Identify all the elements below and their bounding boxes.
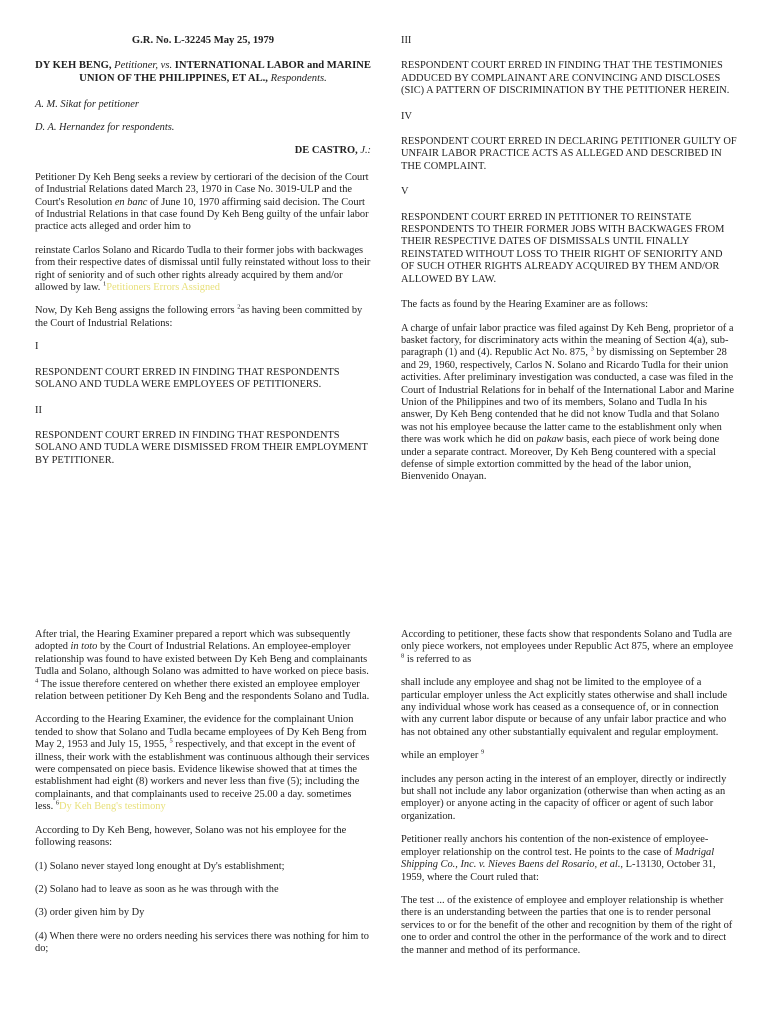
column-2 bbox=[401, 35, 737, 495]
paragraph-facts: A charge of unfair labor practice was filed against Dy Keh Beng, proprietor of a basket factory, for discriminatory acts within the meaning of Section 4(a), sub-paragraph (1) and (4). Republic Act No. 875, $^3$ by dismissing on September 28 and 29, 1960, respectively, Carlos N. Solano and Ricardo Tudla for their union activities. After preliminary investigation was conducted, a case was filed in the Court of Industrial Relations for in behalf of the International Labor and Marine Union of the Philippines and two of its members, Solano and Tudla In his answer, Dy Keh Beng contended that he did not know Tudla and that Solano was not his employee because the latter came to the establishment only when there was work which he did on pakaw basis, each piece of work being done under a separate contract. Moreover, Dy Keh Beng countered with a special defense of simple extortion committed by the head of the labor union, Bienvenido Onayan. bbox=[401, 322, 734, 483]
column-4 bbox=[401, 629, 737, 968]
footnote-ref[interactable]: 4 bbox=[35, 677, 39, 685]
error-text: RESPONDENT COURT ERRED IN FINDING THAT THE TESTIMONIES ADDUCED BY COMPLAINANT ARE CONVINCING AND DISCLOSES (SIC) A PATTERN OF DISCRIMINATION BY THE PETITIONER HEREIN. bbox=[401, 60, 730, 97]
paragraph-reinstate: reinstate Carlos Solano and Ricardo Tudla to their former jobs with backwages from their respective dates of dismissal until fully reinstated without loss to their right of seniority and of such other rights already acquired by them and/or allowed by law. $^1$Petitioners Errors Assigned bbox=[35, 244, 371, 294]
petitioner-name: DY KEH BENG, bbox=[35, 60, 112, 72]
paragraph-trial: After trial, the Hearing Examiner prepared a report which was subsequently adopted in toto by the Court of Industrial Relations. An employee-employer relationship was found to have existed between Dy Keh Beng and complainants Tudla and Solano, although Solano was admitted to have worked on piece basis. $^4$ The issue therefore centered on whether there existed an employee employer relation between petitioner Dy Keh Beng and the respondents Solano and Tudla. bbox=[35, 629, 370, 703]
counsel-respondents: D. A. Hernandez for respondents. bbox=[35, 122, 175, 133]
paragraph-piece-workers: According to petitioner, these facts show that respondents Solano and Tudla are only piece workers, not employees under Republic Act 875, where an employee $^8$ is referred to as bbox=[401, 629, 734, 665]
footnote-ref[interactable]: 1 bbox=[103, 280, 107, 288]
petitioner-role: Petitioner, bbox=[114, 60, 158, 72]
error-number: II bbox=[35, 404, 42, 416]
respondent-role: Respondents. bbox=[270, 73, 327, 84]
error-text: RESPONDENT COURT ERRED IN FINDING THAT RESPONDENTS SOLANO AND TUDLA WERE EMPLOYEES OF PETITIONERS. bbox=[35, 366, 340, 391]
versus: vs. bbox=[160, 60, 173, 72]
footnote-link[interactable]: Petitioners Errors Assigned bbox=[106, 282, 220, 294]
footnote-ref[interactable]: 8 bbox=[401, 652, 405, 660]
footnote-link[interactable]: Dy Keh Beng's testimony bbox=[59, 801, 166, 813]
paragraph-evidence: According to the Hearing Examiner, the evidence for the complainant Union tended to show that Solano and Tudla became employees of Dy Keh Beng from May 2, 1953 and July 15, 1955, $^5$ respectively, and that except in the event of illness, their work with the establishment was continuous although their services were compensated on piece basis. Evidence likewise showed that at times the establishment had eight (8) workers and never less than five (5); including the complainants, and that complainants used to receive 25.00 a day. sometimes less. $^6$Dy Keh Beng's testimony bbox=[35, 714, 370, 813]
error-number: IV bbox=[401, 110, 412, 122]
ponente bbox=[35, 145, 371, 157]
footnote-ref[interactable]: 6 bbox=[55, 799, 60, 807]
ponente-title: J.: bbox=[360, 145, 371, 157]
case-title: G.R. No. L-32245 May 25, 1979 bbox=[131, 35, 275, 46]
footnote-ref[interactable]: 2 bbox=[237, 304, 241, 311]
quote-test: The test ... of the existence of employee and employer relationship is whether there is an understanding between the parties that one is to render personal services to or for the benefit of the other and recognition by them of the right of one to order and control the other in the performance of the work and to direct the manner and method of its performance. bbox=[401, 894, 733, 956]
paragraph-control-test: Petitioner really anchors his contention of the non-existence of employee-employer relationship on the control test. He points to the case of Madrigal Shipping Co., Inc. v. Nieves Baens del Rosario, et al., L-13130, October 31, 1959, where the Court ruled that: bbox=[401, 834, 716, 883]
error-number: V bbox=[401, 186, 409, 198]
reason-item: (4) When there were no orders needing his services there was nothing for him to do; bbox=[35, 930, 369, 955]
error-number: I bbox=[35, 341, 39, 353]
paragraph-reasons: According to Dy Keh Beng, however, Solano was not his employee for the following reasons: bbox=[35, 824, 347, 849]
column-1 bbox=[35, 35, 371, 480]
error-text: RESPONDENT COURT ERRED IN DECLARING PETITIONER GUILTY OF UNFAIR LABOR PRACTICE ACTS AS ALLEGED AND DESCRIBED IN THE COMPLAINT. bbox=[401, 136, 737, 172]
paragraph-errors: Now, Dy Keh Beng assigns the following errors $^2$as having been committed by the Court of Industrial Relations: bbox=[35, 304, 363, 329]
case-parties bbox=[35, 60, 371, 85]
reason-item: (3) order given him by Dy bbox=[35, 907, 145, 919]
paragraph-review: Petitioner Dy Keh Beng seeks a review by certiorari of the decision of the Court of Industrial Relations dated March 23, 1970 in Case No. 3019-ULP and the Court's Resolution en banc of June 10, 1970 affirming said decision. The Court of Industrial Relations in that case found Dy Keh Beng guilty of the unfair labor practice acts alleged and order him to bbox=[35, 171, 369, 233]
footnote-ref[interactable]: 5 bbox=[169, 737, 173, 745]
reason-item: (1) Solano never stayed long enought at Dy's establishment; bbox=[35, 860, 285, 872]
ponente-name: DE CASTRO, bbox=[294, 145, 358, 157]
footnote-ref[interactable]: 3 bbox=[590, 345, 594, 353]
reason-item: (2) Solano had to leave as soon as he was through with the bbox=[35, 883, 279, 895]
paragraph-employer: while an employer $^9$ bbox=[401, 748, 485, 762]
quote-employee-definition: shall include any employee and shag not be limited to the employee of a particular employer unless the Act explicitly states otherwise and shall include any individual whose work has ceased as a consequence of, or in connection with any current labor dispute or because of any unfair labor practice and who has not obtained any other substantially equivalent and regular employment. bbox=[401, 677, 728, 738]
error-number: III bbox=[401, 35, 412, 46]
quote-employer-definition: includes any person acting in the interest of an employer, directly or indirectly but shall not include any labor organization (otherwise than when acting as an employer) or anyone acting in the capacity of officer or agent of such labor organization. bbox=[401, 773, 727, 822]
error-text: RESPONDENT COURT ERRED IN FINDING THAT RESPONDENTS SOLANO AND TUDLA WERE DISMISSED FROM THEIR EMPLOYMENT BY PETITIONER. bbox=[35, 429, 368, 466]
error-text: RESPONDENT COURT ERRED IN PETITIONER TO REINSTATE RESPONDENTS TO THEIR FORMER JOBS WITH BACKWAGES FROM THEIR RESPECTIVE DATES OF DISMISSALS UNTIL FINALLY REINSTATED WITHOUT LOSS TO THEIR RIGHT OF SENIORITY AND OF SUCH OTHER RIGHTS ALREADY ACQUIRED BY THEM AND/OR ALLOWED BY LAW. bbox=[401, 211, 725, 285]
facts-intro: The facts as found by the Hearing Examiner are as follows: bbox=[401, 299, 648, 311]
counsel-petitioner: A. M. Sikat for petitioner bbox=[35, 98, 139, 110]
column-3 bbox=[35, 629, 371, 967]
footnote-ref[interactable]: 9 bbox=[480, 748, 485, 756]
respondent-name: INTERNATIONAL LABOR and MARINE UNION OF THE PHILIPPINES, ET AL., bbox=[79, 60, 371, 84]
